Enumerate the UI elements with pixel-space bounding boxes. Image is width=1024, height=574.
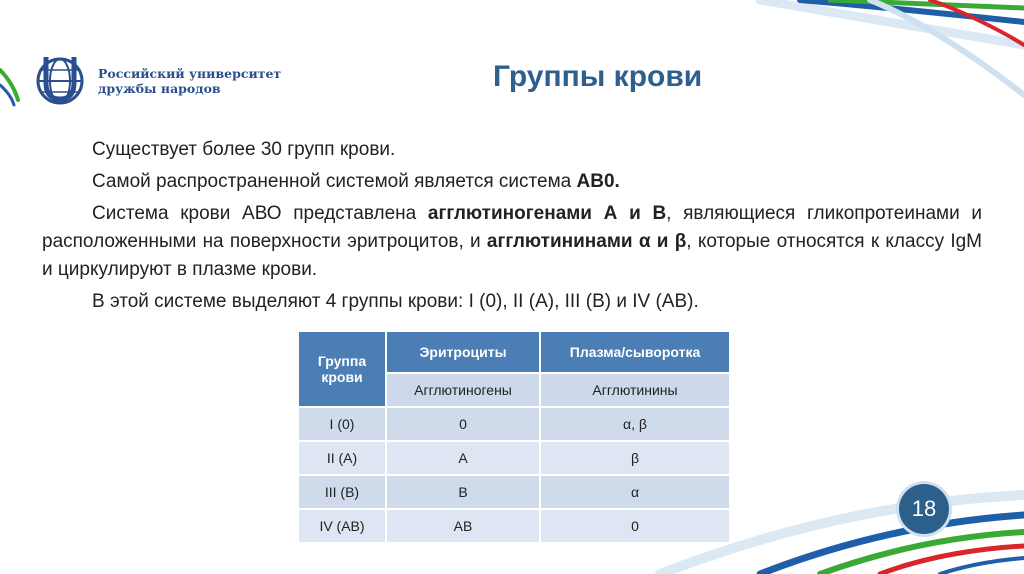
group-cell: III (B) (298, 475, 386, 509)
subheader-agglutinogens: Агглютиногены (386, 373, 540, 407)
page-number-badge: 18 (899, 484, 949, 534)
header-group: Группа крови (298, 331, 386, 407)
group-cell: I (0) (298, 407, 386, 441)
group-cell: IV (AB) (298, 509, 386, 543)
paragraph-1: Существует более 30 групп крови. (92, 139, 396, 160)
agglutinogen-cell: A (386, 441, 540, 475)
university-name-line1: Российский университет (98, 66, 282, 81)
university-name-line2: дружбы народов (98, 81, 221, 96)
agglutinin-cell: α (540, 475, 730, 509)
agglutinin-cell: α, β (540, 407, 730, 441)
university-name (98, 66, 281, 96)
agglutinin-cell: 0 (540, 509, 730, 543)
table-row (298, 441, 730, 475)
agglutinin-cell: β (540, 441, 730, 475)
paragraph-3: Система крови АВО представлена агглютиногенами А и В, являющиеся гликопротеинами и расположенными на поверхности эритроцитов, и агглютининами α и β, которые относятся к классу IgM и циркулируют в плазме крови. (42, 203, 982, 280)
agglutinogen-cell: 0 (386, 407, 540, 441)
slide-body (42, 136, 982, 320)
university-emblem-icon (32, 55, 88, 107)
header-erythrocytes: Эритроциты (386, 331, 540, 373)
blood-group-table (297, 330, 731, 544)
paragraph-2: Самой распространенной системой является система АВ0. (92, 171, 620, 192)
paragraph-4: В этой системе выделяют 4 группы крови: I (0), II (A), III (B) и IV (AB). (92, 291, 699, 312)
slide-title: Группы крови (493, 60, 703, 93)
header-plasma: Плазма/сыворотка (540, 331, 730, 373)
university-logo (32, 55, 281, 107)
agglutinogen-cell: AB (386, 509, 540, 543)
table-row (298, 475, 730, 509)
group-cell: II (A) (298, 441, 386, 475)
table-row (298, 509, 730, 543)
subheader-agglutinins: Агглютинины (540, 373, 730, 407)
table-row (298, 407, 730, 441)
agglutinogen-cell: B (386, 475, 540, 509)
